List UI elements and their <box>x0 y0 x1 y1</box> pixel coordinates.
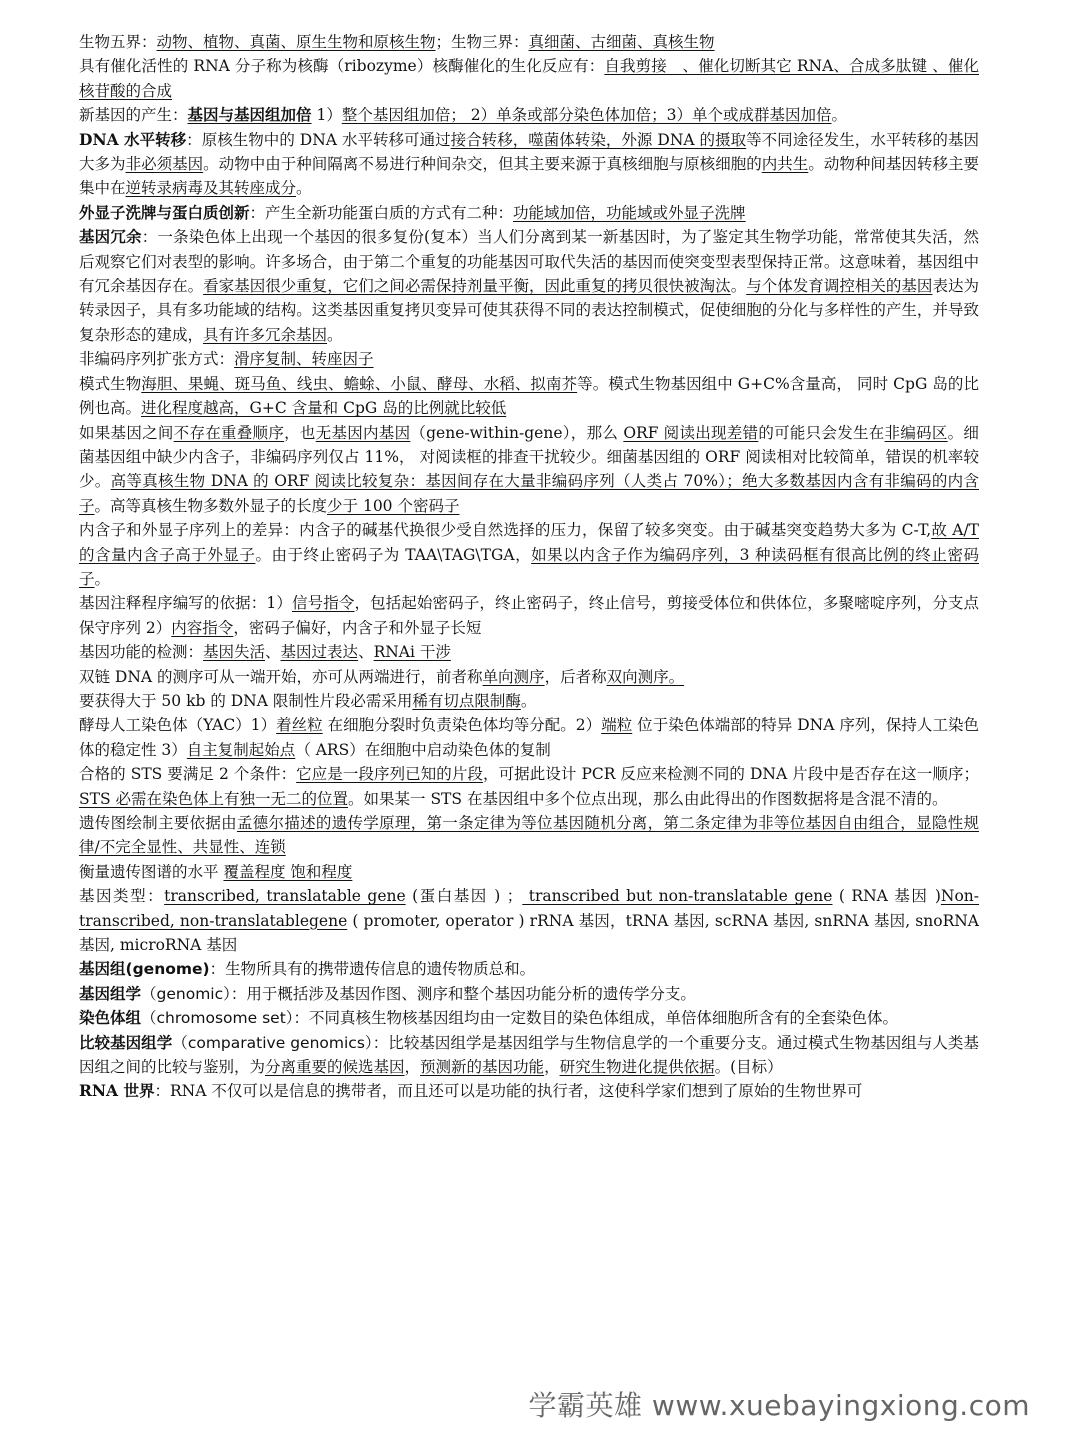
paragraph-restriction: 要获得大于 50 kb 的 DNA 限制性片段必需采用稀有切点限制酶。 <box>79 691 537 710</box>
paragraph-annotation: 基因注释程序编写的依据：1）信号指令，包括起始密码子，终止密码子，终止信号，剪接受体位和供体位，多聚嘧啶序列，分支点保守序列 2）内容指令，密码子偏好，内含子和外显子长短 <box>79 594 979 637</box>
paragraph-yac: 酵母人工染色体（YAC）1）着丝粒 在细胞分裂时负责染色体均等分配。2）端粒 位于染色体端部的特异 DNA 序列，保持人工染色体的稳定性 3）自主复制起始点（ ARS）在细胞中启动染色体的复制 <box>79 716 979 759</box>
paragraph-gene-function: 基因功能的检测：基因失活、基因过表达、RNAi 干涉 <box>79 643 451 662</box>
paragraph-sequencing: 双链 DNA 的测序可从一端开始，亦可从两端进行，前者称单向测序，后者称双向测序。 <box>79 667 685 686</box>
paragraph-ribozyme: 具有催化活性的 RNA 分子称为核酶（ribozyme）核酶催化的生化反应有：自我剪接 、催化切断其它 RNA、合成多肽键 、催化核苷酸的合成 <box>79 57 979 100</box>
paragraph-exon-shuffling: 外显子洗牌与蛋白质创新：产生全新功能蛋白质的方式有二种：功能域加倍，功能域或外显子洗牌 <box>79 202 746 222</box>
paragraph-gene-redundancy: 基因冗余：一条染色体上出现一个基因的很多复份(复本）当人们分离到某一新基因时，为了鉴定其生物学功能，常常使其失活，然后观察它们对表型的影响。许多场合，由于第二个重复的功能基因可取代失活的基因而使突变型表型保持正常。这意味着，基因组中有冗余基因存在。看家基因很少重复，它们之间必需保持剂量平衡，因此重复的拷贝很快被淘汰。与个体发育调控相关的基因表达为转录因子，具有多功能域的结构。这类基因重复拷贝变异可使其获得不同的表达控制模式，促使细胞的分化与多样性的产生，并导致复杂形态的建成，具有许多冗余基因。 <box>79 227 979 344</box>
paragraph-genome: 基因组(genome)：生物所具有的携带遗传信息的遗传物质总和。 <box>79 960 536 979</box>
paragraph-gene-types: 基因类型：transcribed, translatable gene (蛋白基因 ) ； transcribed but non-translatable gene ( RNA 基因 )Non-transcribed, non-translatablegene ( promoter, operator ) rRNA 基因，tRNA 基因, scRNA 基因, snRNA 基因, snoRNA 基因, microRNA 基因 <box>79 887 979 955</box>
paragraph-model-organisms: 模式生物海胆、果蝇、斑马鱼、线虫、蟾蜍、小鼠、酵母、水稻、拟南芥等。模式生物基因组中 G+C%含量高， 同时 CpG 岛的比例也高。进化程度越高，G+C 含量和 CpG 岛的比例就比较低 <box>79 374 979 418</box>
paragraph-new-genes: 新基因的产生：基因与基因组加倍 1）整个基因组加倍； 2）单条或部分染色体加倍；3）单个或成群基因加倍。 <box>79 105 847 125</box>
document-body <box>79 30 979 1104</box>
footer-watermark: 学霸英雄 www.xuebayingxiong.com <box>528 1389 1030 1422</box>
paragraph-rna-world: RNA 世界：RNA 不仅可以是信息的携带者，而且还可以是功能的执行者，这使科学家们想到了原始的生物世界可 <box>79 1081 863 1101</box>
paragraph-noncoding-expansion: 非编码序列扩张方式：滑序复制、转座因子 <box>79 350 374 369</box>
paragraph-comparative-genomics: 比较基因组学（comparative genomics）：比较基因组学是基因组学与生物信息学的一个重要分支。通过模式生物基因组与人类基因组之间的比较与鉴别，为分离重要的候选基因，预测新的基因功能，研究生物进化提供依据。(目标） <box>79 1032 979 1077</box>
paragraph-intron-exon: 内含子和外显子序列上的差异：内含子的碱基代换很少受自然选择的压力，保留了较多突变。由于碱基突变趋势大多为 C-T,故 A/T 的含量内含子高于外显子。由于终止密码子为 TAA\TAG\TGA，如果以内含子作为编码序列，3 种读码框有很高比例的终止密码子。 <box>79 521 979 588</box>
paragraph-five-kingdoms: 生物五界：动物、植物、真菌、原生生物和原核生物；生物三界：真细菌、古细菌、真核生物 <box>79 33 715 51</box>
paragraph-chromosome-set: 染色体组（chromosome set）：不同真核生物核基因组均由一定数目的染色体组成，单倍体细胞所含有的全套染色体。 <box>79 1008 899 1028</box>
paragraph-orf-reading: 如果基因之间不存在重叠顺序，也无基因内基因（gene-within-gene），那么 ORF 阅读出现差错的可能只会发生在非编码区。细菌基因组中缺少内含子，非编码序列仅占 11%， 对阅读框的排查干扰较少。细菌基因组的 ORF 阅读相对比较简单，错误的机率较少。高等真核生物 DNA 的 ORF 阅读比较复杂：基因间存在大量非编码序列（人类占 70%）；绝大多数基因内含有非编码的内含子。高等真核生物多数外显子的长度少于 100 个密码子 <box>79 423 979 515</box>
paragraph-genetic-map: 遗传图绘制主要依据由孟德尔描述的遗传学原理，第一条定律为等位基因随机分离，第二条定律为非等位基因自由组合，显隐性规律/不完全显性、共显性、连锁 <box>79 814 979 857</box>
paragraph-map-level: 衡量遗传图谱的水平 覆盖程度 饱和程度 <box>79 862 353 881</box>
paragraph-genomics: 基因组学（genomic）：用于概括涉及基因作图、测序和整个基因功能分析的遗传学分支。 <box>79 983 696 1003</box>
paragraph-hgt: DNA 水平转移：原核生物中的 DNA 水平转移可通过接合转移，噬菌体转染，外源 DNA 的摄取等不同途径发生，水平转移的基因大多为非必须基因。动物中由于种间隔离不易进行种间杂交，但其主要来源于真核细胞与原核细胞的内共生。动物种间基因转移主要集中在逆转录病毒及其转座成分。 <box>79 129 979 198</box>
paragraph-sts: 合格的 STS 要满足 2 个条件：它应是一段序列已知的片段，可据此设计 PCR 反应来检测不同的 DNA 片段中是否存在这一顺序；STS 必需在染色体上有独一无二的位置。如果某一 STS 在基因组中多个位点出现，那么由此得出的作图数据将是含混不清的。 <box>79 765 979 808</box>
